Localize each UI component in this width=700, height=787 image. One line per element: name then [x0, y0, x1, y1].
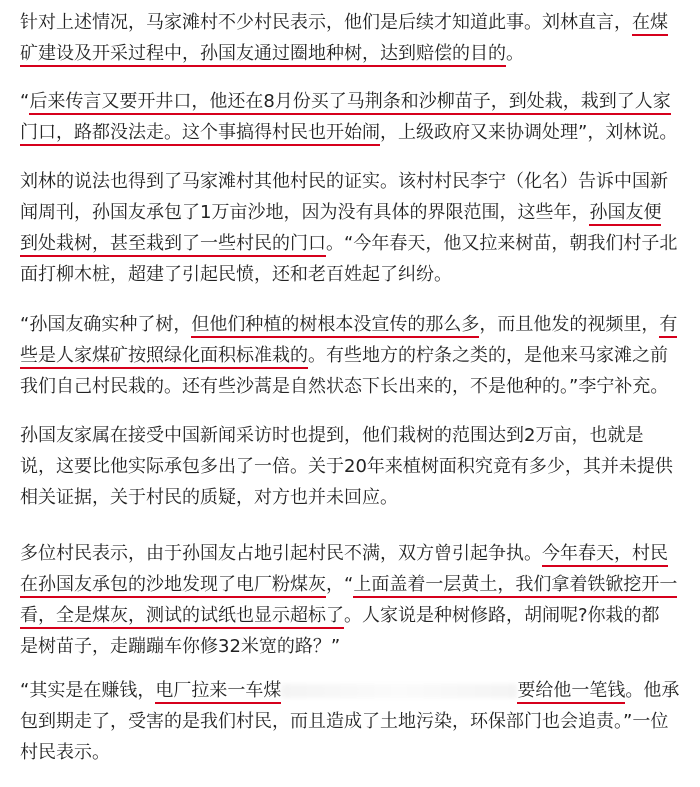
body-text: ，上级政府又来协调处理”，刘林说。 [380, 122, 678, 143]
text-line [20, 166, 684, 197]
body-text: “孙国友确实种了树， [20, 314, 192, 335]
text-line [20, 309, 684, 340]
text-line [20, 482, 684, 513]
text-line [20, 706, 684, 737]
highlighted-text: 但他们种植的树根本没宣传的那么多 [191, 314, 479, 338]
body-text: 村民表示。 [20, 742, 110, 763]
body-text: 。他承 [625, 680, 680, 701]
text-line [20, 737, 684, 768]
body-text: ，而且他发的视频里， [479, 314, 660, 335]
body-text: 我们自己村民栽的。还有些沙蒿是自然状态下长出来的，不是他种的。”李宁补充。 [20, 376, 669, 397]
body-text: 。 [506, 43, 524, 64]
text-line [20, 569, 684, 600]
body-text: ，“ [326, 574, 354, 595]
highlighted-text: 在煤 [632, 12, 668, 36]
text-line [20, 86, 684, 117]
highlighted-text: 上面盖着一层黄土，我们拿着铁锨挖开一 [353, 574, 677, 598]
text-line [20, 675, 684, 706]
body-text: 刘林的说法也得到了马家滩村其他村民的证实。该村村民李宁（化名）告诉中国新 [20, 171, 668, 192]
text-line [20, 340, 684, 371]
highlighted-text: 有 [659, 314, 677, 338]
body-text: 。有些地方的柠条之类的，是他来马家滩之前 [308, 345, 668, 366]
paragraph-5 [20, 420, 684, 513]
highlighted-text: 孙国友便 [589, 202, 661, 226]
highlighted-text: 电厂拉来一车煤 [155, 680, 281, 704]
paragraph-2 [20, 86, 684, 148]
body-text: 说，这要比他实际承包多出了一倍。关于20年来植树面积究竟有多少，其并未提供 [20, 456, 673, 477]
body-text: 包到期走了，受害的是我们村民，而且造成了土地污染，环保部门也会追责。”一位 [20, 711, 669, 732]
body-text: 多位村民表示，由于孙国友占地引起村民不满，双方曾引起争执。 [20, 543, 542, 564]
body-text: 是树苗子，走蹦蹦车你修32米宽的路？” [20, 636, 341, 657]
paragraph-4 [20, 309, 684, 402]
paragraph-7 [20, 675, 684, 768]
paragraph-3 [20, 166, 684, 290]
body-text: 。人家说是种树修路，胡闹呢?你栽的都 [344, 605, 660, 626]
body-text: 闻周刊，孙国友承包了1万亩沙地，因为没有具体的界限范围，这些年， [20, 202, 590, 223]
highlighted-text: 今年春天，村民 [542, 543, 668, 567]
redacted-blur [281, 684, 517, 698]
paragraph-1 [20, 7, 684, 69]
text-line [20, 197, 684, 228]
text-line [20, 228, 684, 259]
highlighted-text: 看，全是煤灰，测试的试纸也显示超标了 [20, 605, 344, 629]
body-text: 。“今年春天，他又拉来树苗，朝我们村子北 [326, 233, 678, 254]
text-line [20, 7, 684, 38]
body-text: 针对上述情况，马家滩村不少村民表示，他们是后续才知道此事。刘林直言， [20, 12, 632, 33]
body-text: “ [20, 91, 30, 112]
highlighted-text: 到处栽树，甚至栽到了一些村民的门口 [20, 233, 326, 257]
text-line [20, 117, 684, 148]
highlighted-text: 要给他一笔钱 [517, 680, 625, 704]
body-text: 相关证据，关于村民的质疑，对方也并未回应。 [20, 487, 398, 508]
highlighted-text: 门口，路都没法走。这个事搞得村民也开始闹 [20, 122, 380, 146]
highlighted-text: 些是人家煤矿按照绿化面积标准栽的 [20, 345, 308, 369]
text-line [20, 371, 684, 402]
paragraph-6 [20, 538, 684, 662]
body-text: “其实是在赚钱， [20, 680, 156, 701]
text-line [20, 38, 684, 69]
highlighted-text: 矿建设及开采过程中，孙国友通过圈地种树，达到赔偿的目的 [20, 43, 506, 67]
text-line [20, 451, 684, 482]
highlighted-text: 后来传言又要开井口，他还在8月份买了马荆条和沙柳苗子，到处栽，栽到了人家 [29, 91, 670, 115]
text-line [20, 538, 684, 569]
text-line [20, 259, 684, 290]
text-line [20, 600, 684, 631]
body-text: 孙国友家属在接受中国新闻采访时也提到，他们栽树的范围达到2万亩，也就是 [20, 425, 644, 446]
text-line [20, 631, 684, 662]
body-text: 面打柳木桩，超建了引起民愤，还和老百姓起了纠纷。 [20, 264, 452, 285]
highlighted-text: 在孙国友承包的沙地发现了电厂粉煤灰 [20, 574, 326, 598]
text-line [20, 420, 684, 451]
